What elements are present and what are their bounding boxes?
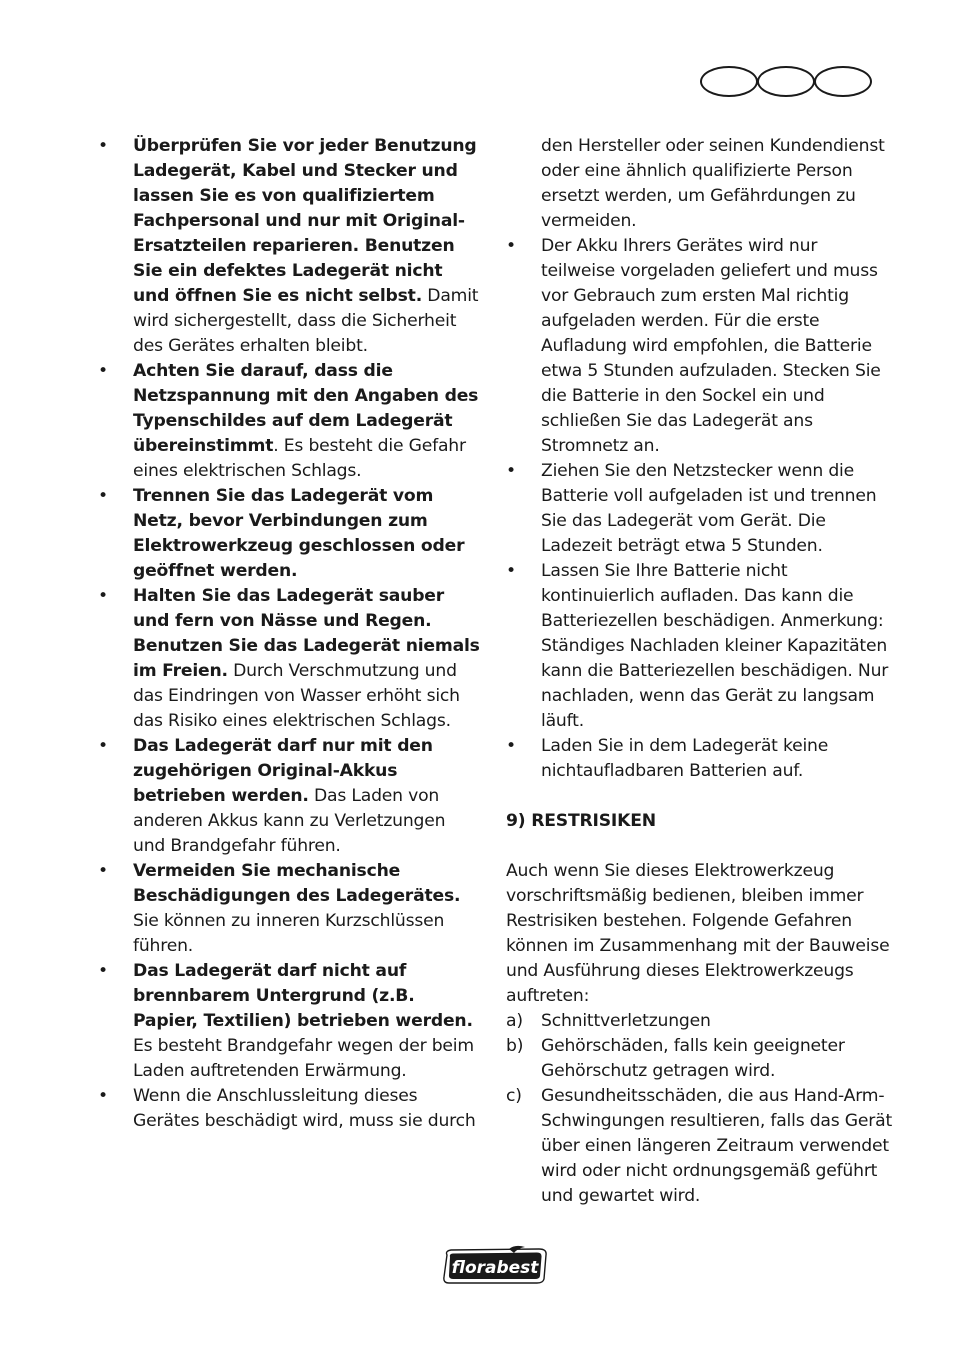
- list-item: [98, 584, 480, 734]
- language-badge-2: [757, 66, 815, 97]
- logo-text: florabest: [451, 1258, 539, 1278]
- item-bold-text: Halten Sie das Ladegerät sauber und fern von Nässe und Regen. Benutzen Sie das Ladegerät niemals im Freien.: [133, 586, 480, 681]
- item-text: Das Laden von anderen Akkus kann zu Verletzungen und Brandgefahr führen.: [133, 786, 446, 856]
- bullet-icon: •: [98, 136, 108, 156]
- bullet-icon: •: [98, 861, 108, 881]
- bullet-icon: •: [98, 961, 108, 981]
- risk-text: Schnittverletzungen: [541, 1011, 711, 1031]
- language-badges: [700, 66, 871, 97]
- bullet-icon: •: [506, 561, 516, 581]
- left-column: [98, 134, 480, 1134]
- list-item: [506, 734, 894, 784]
- item-bold-text: Das Ladegerät darf nicht auf brennbarem Untergrund (z.B. Papier, Textilien) betrieben werden.: [133, 961, 473, 1031]
- risk-item: [506, 1084, 894, 1209]
- list-item: [98, 134, 480, 359]
- risk-item: [506, 1009, 894, 1034]
- item-bold-text: Achten Sie darauf, dass die Netzspannung mit den Angaben des Typenschildes auf dem Ladegerät übereinstimmt: [133, 361, 479, 456]
- item-text: . Es besteht die Gefahr eines elektrischen Schlags.: [133, 436, 466, 481]
- section-intro: Auch wenn Sie dieses Elektrowerkzeug vorschriftsmäßig bedienen, bleiben immer Restrisiken bestehen. Folgende Gefahren können im Zusammenhang mit der Bauweise und Ausführung dieses Elektrowerkzeugs auftreten:: [506, 861, 890, 1006]
- language-badge-3: [814, 66, 872, 97]
- bullet-icon: •: [98, 361, 108, 381]
- list-item: [506, 459, 894, 559]
- florabest-logo: [439, 1245, 551, 1287]
- list-item: [98, 359, 480, 484]
- item-text: Ziehen Sie den Netzstecker wenn die Batterie voll aufgeladen ist und trennen Sie das Ladegerät vom Gerät. Die Ladezeit beträgt etwa 5 Stunden.: [541, 461, 877, 556]
- list-item: [98, 734, 480, 859]
- item-text: Sie können zu inneren Kurzschlüssen führen.: [133, 911, 445, 956]
- list-item: [506, 234, 894, 459]
- bullet-icon: •: [506, 236, 516, 256]
- right-column: [506, 134, 894, 1209]
- item-text: Es besteht Brandgefahr wegen der beim Laden auftretenden Erwärmung.: [133, 1036, 474, 1081]
- risk-text: Gesundheitsschäden, die aus Hand-Arm-Schwingungen resultieren, falls das Gerät über einen längeren Zeitraum verwendet wird oder nicht ordnungsgemäß geführt und gewartet wird.: [541, 1086, 893, 1206]
- section-heading: 9) RESTRISIKEN: [506, 811, 656, 831]
- list-item-continuation: den Hersteller oder seinen Kundendienst oder eine ähnlich qualifizierte Person ersetzt werden, um Gefährdungen zu vermeiden.: [541, 136, 885, 231]
- item-text: Damit wird sichergestellt, dass die Sicherheit des Gerätes erhalten bleibt.: [133, 286, 479, 356]
- item-text: Durch Verschmutzung und das Eindringen von Wasser erhöht sich das Risiko eines elektrischen Schlags.: [133, 661, 460, 731]
- bullet-icon: •: [98, 586, 108, 606]
- item-text: Wenn die Anschlussleitung dieses Gerätes beschädigt wird, muss sie durch: [133, 1086, 476, 1131]
- risk-text: Gehörschäden, falls kein geeigneter Gehörschutz getragen wird.: [541, 1036, 845, 1081]
- item-bold-text: Das Ladegerät darf nur mit den zugehörigen Original-Akkus betrieben werden.: [133, 736, 433, 806]
- bullet-icon: •: [98, 1086, 108, 1106]
- bullet-icon: •: [98, 486, 108, 506]
- list-item: [506, 559, 894, 734]
- bullet-icon: •: [98, 736, 108, 756]
- risk-letter: a): [506, 1011, 523, 1031]
- item-bold-text: Überprüfen Sie vor jeder Benutzung Ladegerät, Kabel und Stecker und lassen Sie es von qualifiziertem Fachpersonal und nur mit Original-Ersatzteilen reparieren. Benutzen Sie ein defektes Ladegerät nicht und öffnen Sie es nicht selbst.: [133, 136, 477, 306]
- risk-item: [506, 1034, 894, 1084]
- list-item: [98, 959, 480, 1084]
- risk-letter: c): [506, 1086, 522, 1106]
- language-badge-1: [700, 66, 758, 97]
- list-item: [98, 859, 480, 959]
- risk-letter: b): [506, 1036, 524, 1056]
- list-item: [98, 484, 480, 584]
- item-text: Der Akku Ihrers Gerätes wird nur teilweise vorgeladen geliefert und muss vor Gebrauch zum ersten Mal richtig aufgeladen werden. Für die erste Aufladung wird empfohlen, die Batterie etwa 5 Stunden aufzuladen. Stecken Sie die Batterie in den Sockel ein und schließen Sie das Ladegerät ans Stromnetz an.: [541, 236, 881, 456]
- item-bold-text: Trennen Sie das Ladegerät vom Netz, bevor Verbindungen zum Elektrowerkzeug geschlossen oder geöffnet werden.: [133, 486, 465, 581]
- item-text: Lassen Sie Ihre Batterie nicht kontinuierlich aufladen. Das kann die Batteriezellen beschädigen. Anmerkung: Ständiges Nachladen kleiner Kapazitäten kann die Batteriezellen beschädigen. Nur nachladen, wenn das Gerät zu langsam läuft.: [541, 561, 889, 731]
- bullet-icon: •: [506, 461, 516, 481]
- bullet-icon: •: [506, 736, 516, 756]
- item-text: Laden Sie in dem Ladegerät keine nichtaufladbaren Batterien auf.: [541, 736, 829, 781]
- item-bold-text: Vermeiden Sie mechanische Beschädigungen des Ladegerätes.: [133, 861, 461, 906]
- list-item: [98, 1084, 480, 1134]
